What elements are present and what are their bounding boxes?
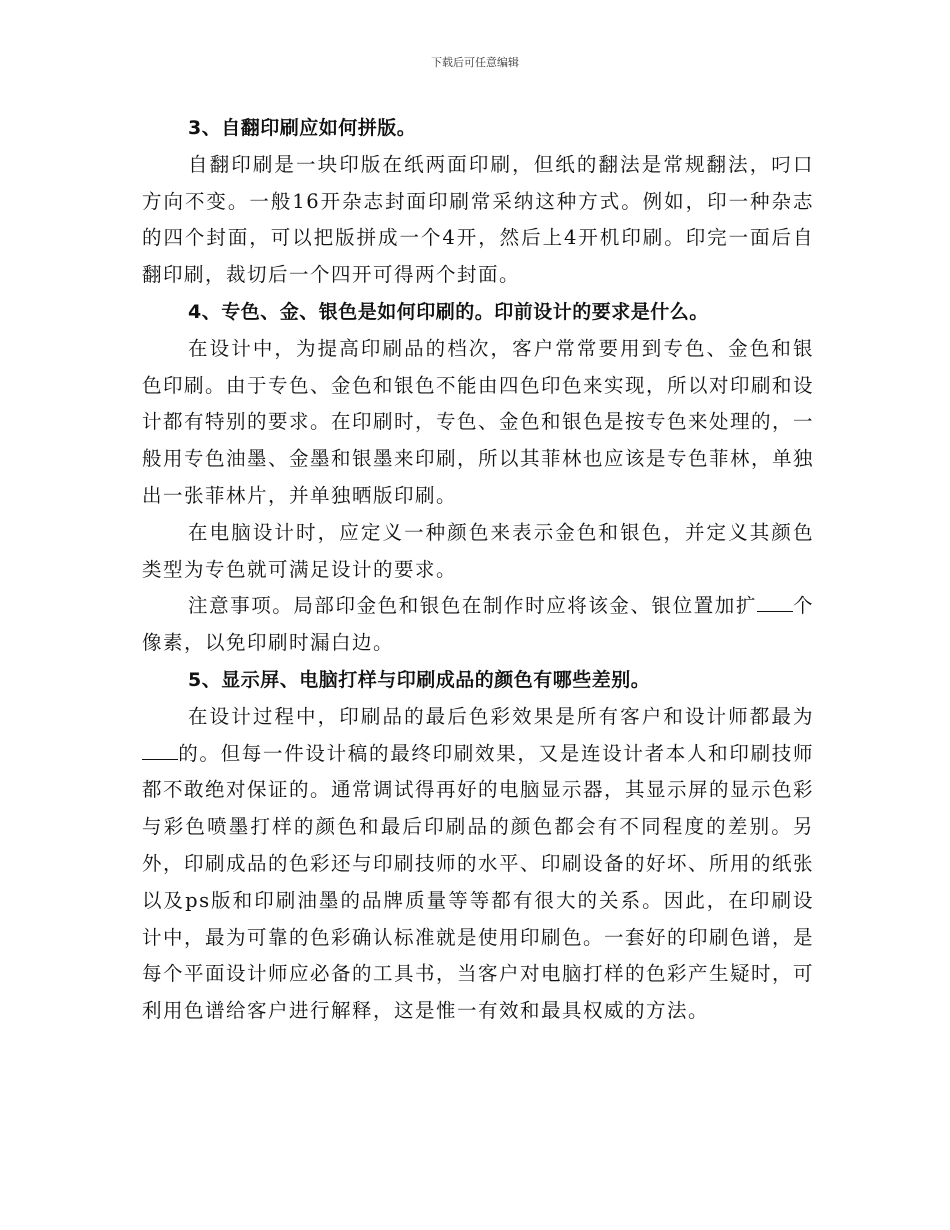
note-text-before: 注意事项。局部印金色和银色在制作时应将该金、银位置加扩: [188, 594, 757, 618]
fill-in-blank: [142, 739, 178, 760]
section-heading: 5、显示屏、电脑打样与印刷成品的颜色有哪些差别。: [188, 668, 651, 691]
note-text-after: 个像素，以免印刷时漏白边。: [142, 594, 814, 655]
paragraph-text-before: 在设计过程中，印刷品的最后色彩效果是所有客户和设计师都最为: [188, 704, 814, 728]
section-heading: 3、自翻印刷应如何拼版。: [188, 117, 417, 139]
paragraph: 在电脑设计时，应定义一种颜色来表示金色和银色，并定义其颜色类型为专色就可满足设计的要求。: [142, 520, 814, 581]
paragraph: 在设计中，为提高印刷品的档次，客户常常要用到专色、金色和银色印刷。由于专色、金色和银色不能由四色印色来实现，所以对印刷和设计都有特别的要求。在印刷时，专色、金色和银色是按专色来处理的，一般用专色油墨、金墨和银墨来印刷，所以其菲林也应该是专色菲林，单独出一张菲林片，并单独晒版印刷。: [142, 336, 815, 507]
paragraph-text-after: 的。但每一件设计稿的最终印刷效果，又是连设计者本人和印刷技师都不敢绝对保证的。通常调试得再好的电脑显示器，其显示屏的显示色彩与彩色喷墨打样的颜色和最后印刷品的颜色都会有不同程度的差别。另外，印刷成品的色彩还与印刷技师的水平、印刷设备的好坏、所用的纸张以及ps版和印刷油墨的品牌质量等等都有很大的关系。因此，在印刷设计中，最为可靠的色彩确认标准就是使用印刷色。一套好的印刷色谱，是每个平面设计师应必备的工具书，当客户对电脑打样的色彩产生疑时，可利用色谱给客户进行解释，这是惟一有效和最具权威的方法。: [142, 741, 815, 1023]
paragraph: [142, 699, 814, 1030]
note-paragraph: [142, 588, 814, 662]
document-body: [142, 110, 814, 1030]
paragraph: 自翻印刷是一块印版在纸两面印刷，但纸的翻法是常规翻法，叼口方向不变。一般16开杂志封面印刷常采纳这种方式。例如，印一种杂志的四个封面，可以把版拼成一个4开，然后上4开机印刷。印完一面后自翻印刷，裁切后一个四开可得两个封面。: [142, 152, 814, 287]
page-header: 下载后可任意编辑: [431, 56, 519, 69]
fill-in-blank: [757, 591, 793, 612]
section-heading: 4、专色、金、银色是如何印刷的。印前设计的要求是什么。: [188, 300, 709, 323]
